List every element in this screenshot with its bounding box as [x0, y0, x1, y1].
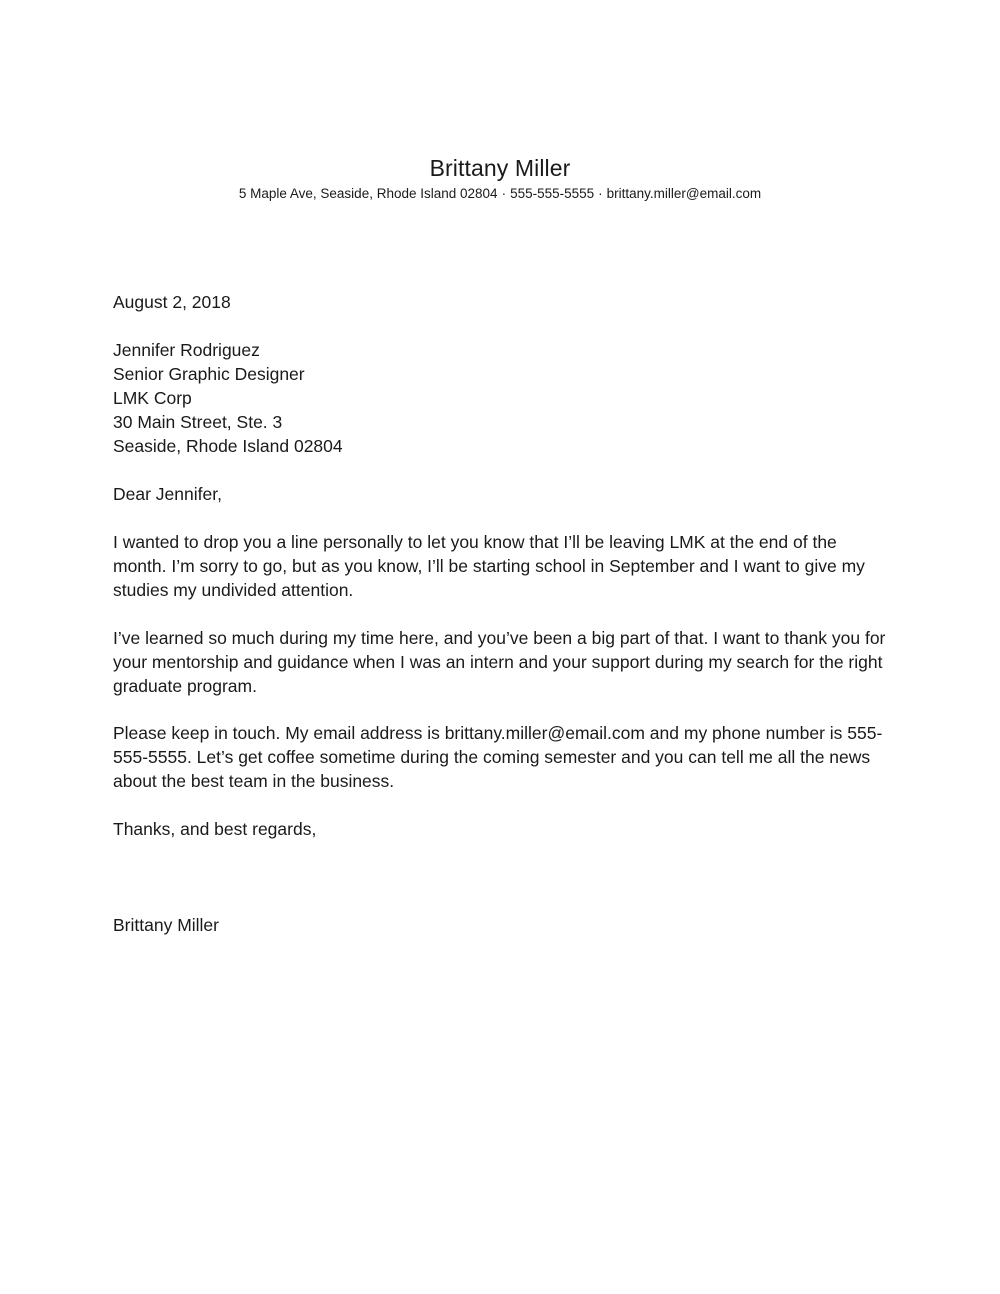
salutation: Dear Jennifer, — [113, 484, 222, 504]
closing: Thanks, and best regards, — [113, 819, 317, 839]
recipient-title: Senior Graphic Designer — [113, 364, 305, 384]
body-paragraph: I wanted to drop you a line personally to let you know that I’ll be leaving LMK at the end of the month. I’m sorry to go, but as you know, I’ll be starting school in September and I want to give my studies my undivided attention. — [113, 532, 865, 600]
sender-name: Brittany Miller — [429, 155, 571, 181]
recipient-company: LMK Corp — [113, 388, 192, 408]
sender-email: brittany.miller@email.com — [606, 186, 762, 201]
recipient-name: Jennifer Rodriguez — [113, 340, 260, 360]
signature-name: Brittany Miller — [113, 915, 219, 935]
recipient-city: Seaside, Rhode Island 02804 — [113, 436, 343, 456]
recipient-street: 30 Main Street, Ste. 3 — [113, 412, 283, 432]
sender-contact-line — [0, 184, 1000, 204]
body-paragraph: I’ve learned so much during my time here, and you’ve been a big part of that. I want to thank you for your mentorship and guidance when I was an intern and your support during my search for the right graduate program. — [113, 628, 886, 696]
letterhead — [0, 152, 1000, 204]
contact-separator: · — [501, 186, 507, 201]
sender-phone: 555-555-5555 — [510, 186, 595, 201]
recipient-block — [113, 338, 893, 458]
sender-address: 5 Maple Ave, Seaside, Rhode Island 02804 — [238, 186, 498, 201]
letter-date: August 2, 2018 — [113, 292, 231, 312]
contact-separator: · — [598, 186, 603, 201]
body-paragraph: Please keep in touch. My email address is brittany.miller@email.com and my phone number is 555-555-5555. Let’s get coffee sometime during the coming semester and you can tell me all the news about the best team in the business. — [113, 723, 883, 791]
